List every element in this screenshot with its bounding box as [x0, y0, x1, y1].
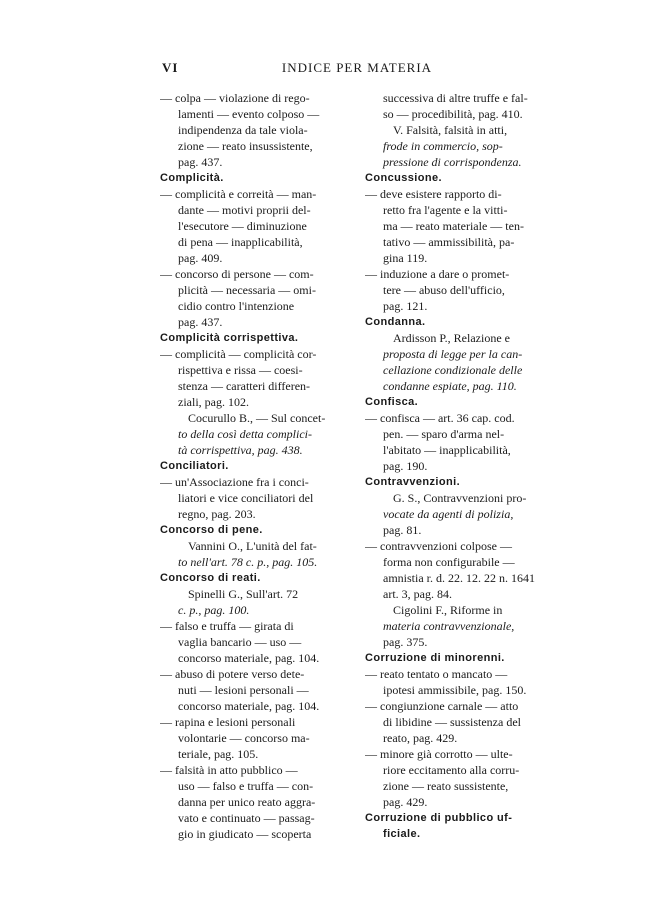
- index-entry-line: concorso materiale, pag. 104.: [178, 699, 320, 713]
- index-entry-line: forma non configurabile —: [383, 555, 515, 569]
- index-entry-line: gio in giudicato — scoperta: [178, 827, 312, 841]
- index-entry-line: — contravvenzioni colpose —: [365, 539, 512, 553]
- index-entry-line: tere — abuso dell'ufficio,: [383, 283, 505, 297]
- index-entry-line: cidio contro l'intenzione: [178, 299, 295, 313]
- index-entry-line: lamenti — evento colposo —: [178, 107, 320, 121]
- index-entry-line: amnistia r. d. 22. 12. 22 n. 1641: [383, 571, 535, 585]
- index-entry-line: — minore già corrotto — ulte-: [365, 747, 513, 761]
- index-entry-line: — rapina e lesioni personali: [160, 715, 296, 729]
- index-entry-line: successiva di altre truffe e fal-: [383, 91, 528, 105]
- index-entry-line: — un'Associazione fra i conci-: [160, 475, 309, 489]
- index-entry-line: indipendenza da tale viola-: [178, 123, 308, 137]
- index-entry-line: to della così detta complici-: [178, 427, 312, 441]
- section-heading: Complicità.: [160, 172, 224, 184]
- index-entry-line: condanne espiate, pag. 110.: [383, 379, 517, 393]
- index-entry-line: — congiunzione carnale — atto: [365, 699, 519, 713]
- index-entry-line: Ardisson P., Relazione e: [393, 331, 510, 345]
- section-heading: Condanna.: [365, 316, 426, 328]
- index-entry-line: Cocurullo B., — Sul concet-: [188, 411, 326, 425]
- index-entry-line: pag. 429.: [383, 795, 428, 809]
- section-heading: Corruzione di pubblico uf-: [365, 812, 513, 824]
- index-entry-line: materia contravvenzionale,: [383, 619, 515, 633]
- section-heading: Concorso di pene.: [160, 524, 263, 536]
- index-entry-line: vato e continuato — passag-: [178, 811, 315, 825]
- index-entry-line: art. 3, pag. 84.: [383, 587, 452, 601]
- index-entry-line: Spinelli G., Sull'art. 72: [188, 587, 299, 601]
- index-entry-line: vocate da agenti di polizia,: [383, 507, 514, 521]
- index-entry-line: — complicità e correità — man-: [160, 187, 317, 201]
- index-entry-line: di pena — inapplicabilità,: [178, 235, 303, 249]
- index-entry-line: Vannini O., L'unità del fat-: [188, 539, 317, 553]
- index-entry-line: so — procedibilità, pag. 410.: [383, 107, 523, 121]
- section-heading: Conciliatori.: [160, 460, 229, 472]
- index-entry-line: riore eccitamento alla corru-: [383, 763, 520, 777]
- index-entry-line: pag. 409.: [178, 251, 223, 265]
- index-entry-line: — deve esistere rapporto di-: [365, 187, 502, 201]
- section-heading: Corruzione di minorenni.: [365, 652, 505, 664]
- section-heading: Concorso di reati.: [160, 572, 261, 584]
- index-entry-line: reato, pag. 429.: [383, 731, 458, 745]
- index-entry-line: plicità — necessaria — omi-: [178, 283, 316, 297]
- section-heading: Complicità corrispettiva.: [160, 332, 299, 344]
- index-entry-line: ipotesi ammissibile, pag. 150.: [383, 683, 527, 697]
- index-entry-line: vaglia bancario — uso —: [178, 635, 302, 649]
- index-entry-line: — reato tentato o mancato —: [365, 667, 508, 681]
- section-heading: Contravvenzioni.: [365, 476, 461, 488]
- index-entry-line: zione — reato sussistente,: [383, 779, 509, 793]
- right-column: [365, 90, 557, 842]
- index-entry-line: retto fra l'agente e la vitti-: [383, 203, 508, 217]
- page-number: VI: [162, 60, 179, 75]
- index-entry-line: pen. — sparo d'arma nel-: [383, 427, 505, 441]
- index-entry-line: tativo — ammissibilità, pa-: [383, 235, 515, 249]
- index-entry-line: c. p., pag. 100.: [178, 603, 250, 617]
- index-entry-line: — abuso di potere verso dete-: [160, 667, 305, 681]
- section-heading: Confisca.: [365, 396, 419, 408]
- index-entry-line: — falsità in atto pubblico —: [160, 763, 298, 777]
- index-entry-line: zione — reato insussistente,: [178, 139, 313, 153]
- page-header: [162, 60, 552, 82]
- index-entry-line: G. S., Contravvenzioni pro-: [393, 491, 527, 505]
- index-entry-line: pag. 190.: [383, 459, 428, 473]
- index-entry-line: — colpa — violazione di rego-: [160, 91, 310, 105]
- index-entry-line: V. Falsità, falsità in atti,: [393, 123, 508, 137]
- header-title: INDICE PER MATERIA: [281, 60, 433, 75]
- index-entry-line: concorso materiale, pag. 104.: [178, 651, 320, 665]
- index-entry-line: nuti — lesioni personali —: [178, 683, 309, 697]
- section-heading: ficiale.: [383, 828, 421, 840]
- index-entry-line: pag. 121.: [383, 299, 428, 313]
- index-entry-line: teriale, pag. 105.: [178, 747, 259, 761]
- left-column: [160, 90, 350, 842]
- index-entry-line: — induzione a dare o promet-: [365, 267, 510, 281]
- index-entry-line: pag. 437.: [178, 155, 223, 169]
- index-entry-line: volontarie — concorso ma-: [178, 731, 310, 745]
- index-entry-line: di libidine — sussistenza del: [383, 715, 521, 729]
- index-entry-line: danna per unico reato aggra-: [178, 795, 316, 809]
- index-entry-line: cellazione condizionale delle: [383, 363, 523, 377]
- index-entry-line: — confisca — art. 36 cap. cod.: [365, 411, 515, 425]
- index-entry-line: pag. 375.: [383, 635, 428, 649]
- index-entry-line: Cigolini F., Riforme in: [393, 603, 503, 617]
- index-entry-line: pag. 81.: [383, 523, 422, 537]
- index-entry-line: proposta di legge per la can-: [383, 347, 523, 361]
- index-entry-line: regno, pag. 203.: [178, 507, 256, 521]
- index-entry-line: to nell'art. 78 c. p., pag. 105.: [178, 555, 318, 569]
- index-entry-line: dante — motivi proprii del-: [178, 203, 311, 217]
- index-entry-line: l'esecutore — diminuzione: [178, 219, 307, 233]
- index-entry-line: stenza — caratteri differen-: [178, 379, 311, 393]
- index-entry-line: — complicità — complicità cor-: [160, 347, 317, 361]
- index-entry-line: rispettiva e rissa — coesi-: [178, 363, 303, 377]
- index-entry-line: pressione di corrispondenza.: [383, 155, 522, 169]
- index-entry-line: frode in commercio, sop-: [383, 139, 503, 153]
- index-entry-line: — concorso di persone — com-: [160, 267, 314, 281]
- index-entry-line: gina 119.: [383, 251, 428, 265]
- index-entry-line: l'abitato — inapplicabilità,: [383, 443, 511, 457]
- index-entry-line: liatori e vice conciliatori del: [178, 491, 314, 505]
- index-entry-line: ziali, pag. 102.: [178, 395, 249, 409]
- section-heading: Concussione.: [365, 172, 442, 184]
- index-entry-line: ma — reato materiale — ten-: [383, 219, 524, 233]
- index-entry-line: uso — falso e truffa — con-: [178, 779, 314, 793]
- index-entry-line: pag. 437.: [178, 315, 223, 329]
- index-entry-line: — falso e truffa — girata di: [160, 619, 294, 633]
- index-entry-line: tà corrispettiva, pag. 438.: [178, 443, 303, 457]
